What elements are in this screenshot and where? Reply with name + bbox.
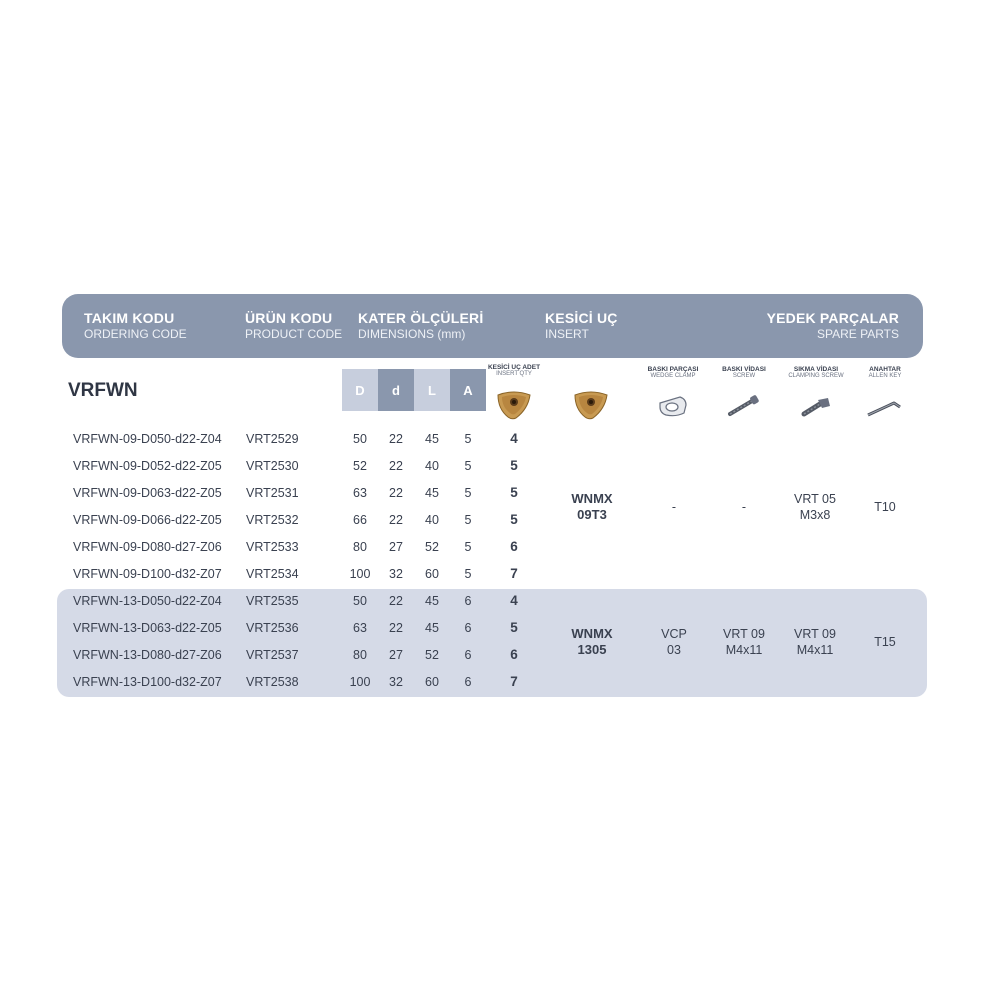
product-code-cell: VRT2536 [246, 621, 299, 635]
dim-A-cell: 6 [464, 621, 472, 635]
insert-qty-cell: 6 [510, 647, 518, 662]
dim-A-cell: 6 [464, 648, 472, 662]
dim-D-cell: 100 [349, 675, 371, 689]
ordering-code-cell: VRFWN-13-D080-d27-Z06 [73, 648, 222, 662]
table-row [0, 588, 1000, 615]
clamping-screw-group-13 [780, 626, 850, 658]
dim-A-cell: 6 [464, 594, 472, 608]
dim-A-cell: 5 [464, 540, 472, 554]
product-code-cell: VRT2533 [246, 540, 299, 554]
clamping-screw-line2: M4x11 [796, 643, 834, 657]
dim-d-cell: 22 [389, 432, 403, 446]
header-product-tr: ÜRÜN KODU [245, 310, 333, 326]
table-row [0, 453, 1000, 480]
table-row [0, 426, 1000, 453]
dim-D-cell: 63 [353, 486, 367, 500]
dim-header-L: L [414, 369, 450, 411]
insert-qty-cell: 5 [510, 620, 518, 635]
insert-qty-cell: 4 [510, 431, 518, 446]
clamping-screw-line1: VRT 05 [794, 492, 836, 506]
screw-icon [726, 394, 762, 418]
ordering-code-cell: VRFWN-09-D080-d27-Z06 [73, 540, 222, 554]
caption-wedge-clamp-tr: BASKI PARÇASI [647, 366, 699, 373]
insert-qty-cell: 7 [510, 566, 518, 581]
header-insert [545, 310, 618, 341]
product-code-cell: VRT2534 [246, 567, 299, 581]
insert-qty-cell: 5 [510, 485, 518, 500]
dim-L-cell: 52 [425, 540, 439, 554]
table-row [0, 615, 1000, 642]
dim-A-cell: 6 [464, 675, 472, 689]
caption-insert-qty [484, 364, 544, 377]
dim-D-cell: 50 [353, 594, 367, 608]
dim-L-cell: 60 [425, 567, 439, 581]
insert-qty-cell: 5 [510, 458, 518, 473]
insert-code-group-09 [556, 491, 628, 523]
caption-clamping-screw-en: CLAMPING SCREW [788, 373, 844, 379]
header-dimensions [358, 310, 483, 341]
wedge-clamp-group-13 [644, 626, 704, 658]
product-code-cell: VRT2538 [246, 675, 299, 689]
header-spare-en: SPARE PARTS [816, 327, 899, 341]
dim-A-cell: 5 [464, 513, 472, 527]
table-row [0, 561, 1000, 588]
ordering-code-cell: VRFWN-09-D050-d22-Z04 [73, 432, 222, 446]
insert-code-line1: WNMX [571, 626, 613, 641]
dim-d-cell: 22 [389, 594, 403, 608]
dim-d-cell: 22 [389, 621, 403, 635]
dim-A-cell: 5 [464, 567, 472, 581]
product-code-cell: VRT2531 [246, 486, 299, 500]
insert-qty-cell: 7 [510, 674, 518, 689]
caption-insert-qty-tr: KESİCİ UÇ ADET [487, 364, 541, 371]
product-code-cell: VRT2532 [246, 513, 299, 527]
dim-d-cell: 32 [389, 675, 403, 689]
caption-allen-key-en: ALLEN KEY [868, 373, 902, 379]
caption-wedge-clamp-en: WEDGE CLAMP [650, 373, 696, 379]
header-product-en: PRODUCT CODE [245, 327, 343, 341]
dim-L-cell: 45 [425, 621, 439, 635]
caption-wedge-clamp [643, 366, 703, 379]
caption-allen-key [855, 366, 915, 379]
ordering-code-cell: VRFWN-13-D050-d22-Z04 [73, 594, 222, 608]
ordering-code-cell: VRFWN-09-D063-d22-Z05 [73, 486, 222, 500]
header-dimensions-en: DIMENSIONS (mm) [358, 327, 466, 341]
header-insert-en: INSERT [545, 327, 589, 341]
dim-d-cell: 32 [389, 567, 403, 581]
dim-d-cell: 22 [389, 459, 403, 473]
header-spare-parts [767, 310, 899, 341]
caption-insert-qty-en: INSERT QTY [496, 371, 532, 377]
allen-key-group-13: T15 [874, 635, 896, 649]
wedge-clamp-icon [656, 393, 690, 419]
dim-D-cell: 100 [349, 567, 371, 581]
table-header-bar [62, 294, 923, 358]
screw-line1: VRT 09 [723, 627, 765, 641]
dim-D-cell: 52 [353, 459, 367, 473]
ordering-code-cell: VRFWN-09-D066-d22-Z05 [73, 513, 222, 527]
screw-group-09: - [741, 500, 747, 514]
dim-A-cell: 5 [464, 459, 472, 473]
dim-L-cell: 52 [425, 648, 439, 662]
dim-D-cell: 80 [353, 648, 367, 662]
dim-d-cell: 27 [389, 648, 403, 662]
insert-qty-cell: 4 [510, 593, 518, 608]
insert-code-line2: 09T3 [577, 507, 607, 522]
clamping-screw-icon [798, 394, 834, 420]
product-code-cell: VRT2529 [246, 432, 299, 446]
dim-D-cell: 66 [353, 513, 367, 527]
header-product-code [245, 310, 342, 341]
dim-A-cell: 5 [464, 486, 472, 500]
dim-D-cell: 80 [353, 540, 367, 554]
product-code-cell: VRT2535 [246, 594, 299, 608]
wedge-clamp-line2: 03 [667, 643, 681, 657]
caption-clamping-screw [784, 366, 848, 379]
dim-L-cell: 45 [425, 432, 439, 446]
product-code-cell: VRT2537 [246, 648, 299, 662]
ordering-code-cell: VRFWN-09-D100-d32-Z07 [73, 567, 222, 581]
wedge-clamp-group-09: - [671, 500, 677, 514]
screw-line2: M4x11 [725, 643, 763, 657]
dim-header-D: D [342, 369, 378, 411]
dim-A-cell: 5 [464, 432, 472, 446]
caption-screw-en: SCREW [732, 373, 756, 379]
dim-d-cell: 22 [389, 513, 403, 527]
header-insert-tr: KESİCİ UÇ [545, 310, 618, 326]
dim-L-cell: 60 [425, 675, 439, 689]
dim-header-A: A [450, 369, 486, 411]
insert-code-line1: WNMX [571, 491, 613, 506]
insert-qty-cell: 5 [510, 512, 518, 527]
insert-icon [494, 387, 534, 421]
insert-qty-cell: 6 [510, 539, 518, 554]
dim-d-cell: 22 [389, 486, 403, 500]
allen-key-group-09: T10 [874, 500, 896, 514]
ordering-code-cell: VRFWN-13-D100-d32-Z07 [73, 675, 222, 689]
header-ordering-tr: TAKIM KODU [84, 310, 175, 326]
dim-L-cell: 40 [425, 459, 439, 473]
ordering-code-cell: VRFWN-09-D052-d22-Z05 [73, 459, 222, 473]
dim-D-cell: 50 [353, 432, 367, 446]
header-spare-tr: YEDEK PARÇALAR [766, 310, 899, 326]
clamping-screw-line2: M3x8 [799, 508, 831, 522]
table-row [0, 534, 1000, 561]
caption-screw-tr: BASKI VİDASI [722, 366, 766, 373]
table-row [0, 480, 1000, 507]
header-dimensions-tr: KATER ÖLÇÜLERİ [358, 310, 484, 326]
clamping-screw-line1: VRT 09 [794, 627, 836, 641]
clamping-screw-group-09 [780, 491, 850, 523]
ordering-code-cell: VRFWN-13-D063-d22-Z05 [73, 621, 222, 635]
dim-d-cell: 27 [389, 540, 403, 554]
dim-L-cell: 45 [425, 486, 439, 500]
wedge-clamp-line1: VCP [661, 627, 687, 641]
caption-screw [714, 366, 774, 379]
dim-D-cell: 63 [353, 621, 367, 635]
insert-code-line2: 1305 [577, 642, 607, 657]
header-ordering-code [84, 310, 187, 341]
caption-allen-key-tr: ANAHTAR [869, 366, 901, 373]
allen-key-icon [864, 393, 904, 419]
insert-icon [571, 387, 611, 421]
table-row [0, 642, 1000, 669]
caption-clamping-screw-tr: SIKMA VİDASI [793, 366, 839, 373]
table-row [0, 669, 1000, 696]
dim-header-d: d [378, 369, 414, 411]
screw-group-13 [709, 626, 779, 658]
series-title: VRFWN [68, 380, 138, 401]
product-code-cell: VRT2530 [246, 459, 299, 473]
dim-L-cell: 45 [425, 594, 439, 608]
header-ordering-en: ORDERING CODE [84, 327, 187, 341]
table-row [0, 507, 1000, 534]
insert-code-group-13 [556, 626, 628, 658]
dim-L-cell: 40 [425, 513, 439, 527]
